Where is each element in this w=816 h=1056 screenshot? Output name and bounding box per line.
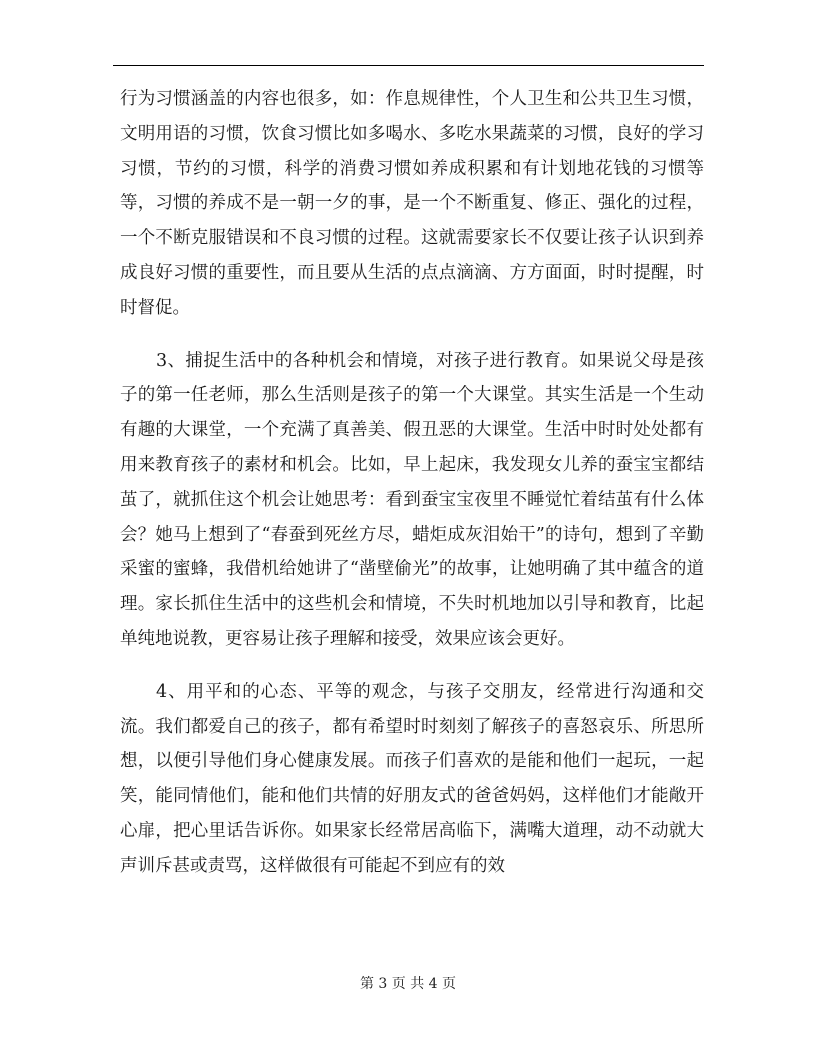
page-footer: 第 3 页 共 4 页 xyxy=(359,976,457,992)
paragraph-habits: 行为习惯涵盖的内容也很多，如：作息规律性，个人卫生和公共卫生习惯，文明用语的习惯，饮食习惯比如多喝水、多吃水果蔬菜的习惯，良好的学习习惯，节约的习惯，科学的消费习惯如养成积累和有计划地花钱的习惯等等，习惯的养成不是一朝一夕的事，是一个不断重复、修正、强化的过程，一个不断克服错误和不良习惯的过程。这就需要家长不仅要让孩子认识到养成良好习惯的重要性，而且要从生活的点点滴滴、方方面面，时时提醒，时时督促。 xyxy=(120,89,704,318)
header-rule xyxy=(113,65,704,66)
document-body xyxy=(120,82,704,884)
paragraph-make-friends: 4、用平和的心态、平等的观念，与孩子交朋友，经常进行沟通和交流。我们都爱自己的孩子，都有希望时时刻刻了解孩子的喜怒哀乐、所思所想，以便引导他们身心健康发展。而孩子们喜欢的是能和他们一起玩，一起笑，能同情他们，能和他们共情的好朋友式的爸爸妈妈，这样他们才能敞开心扉，把心里话告诉你。如果家长经常居高临下，满嘴大道理，动不动就大声训斥甚或责骂，这样做很有可能起不到应有的效 xyxy=(120,681,704,876)
paragraph-life-opportunities: 3、捕捉生活中的各种机会和情境，对孩子进行教育。如果说父母是孩子的第一任老师，那么生活则是孩子的第一个大课堂。其实生活是一个生动有趣的大课堂，一个充满了真善美、假丑恶的大课堂。生活中时时处处都有用来教育孩子的素材和机会。比如，早上起床，我发现女儿养的蚕宝宝都结茧了，就抓住这个机会让她思考：看到蚕宝宝夜里不睡觉忙着结茧有什么体会？她马上想到了“春蚕到死丝方尽，蜡炬成灰泪始干”的诗句，想到了辛勤采蜜的蜜蜂，我借机给她讲了“凿壁偷光”的故事，让她明确了其中蕴含的道理。家长抓住生活中的这些机会和情境，不失时机地加以引导和教育，比起单纯地说教，更容易让孩子理解和接受，效果应该会更好。 xyxy=(120,350,704,649)
